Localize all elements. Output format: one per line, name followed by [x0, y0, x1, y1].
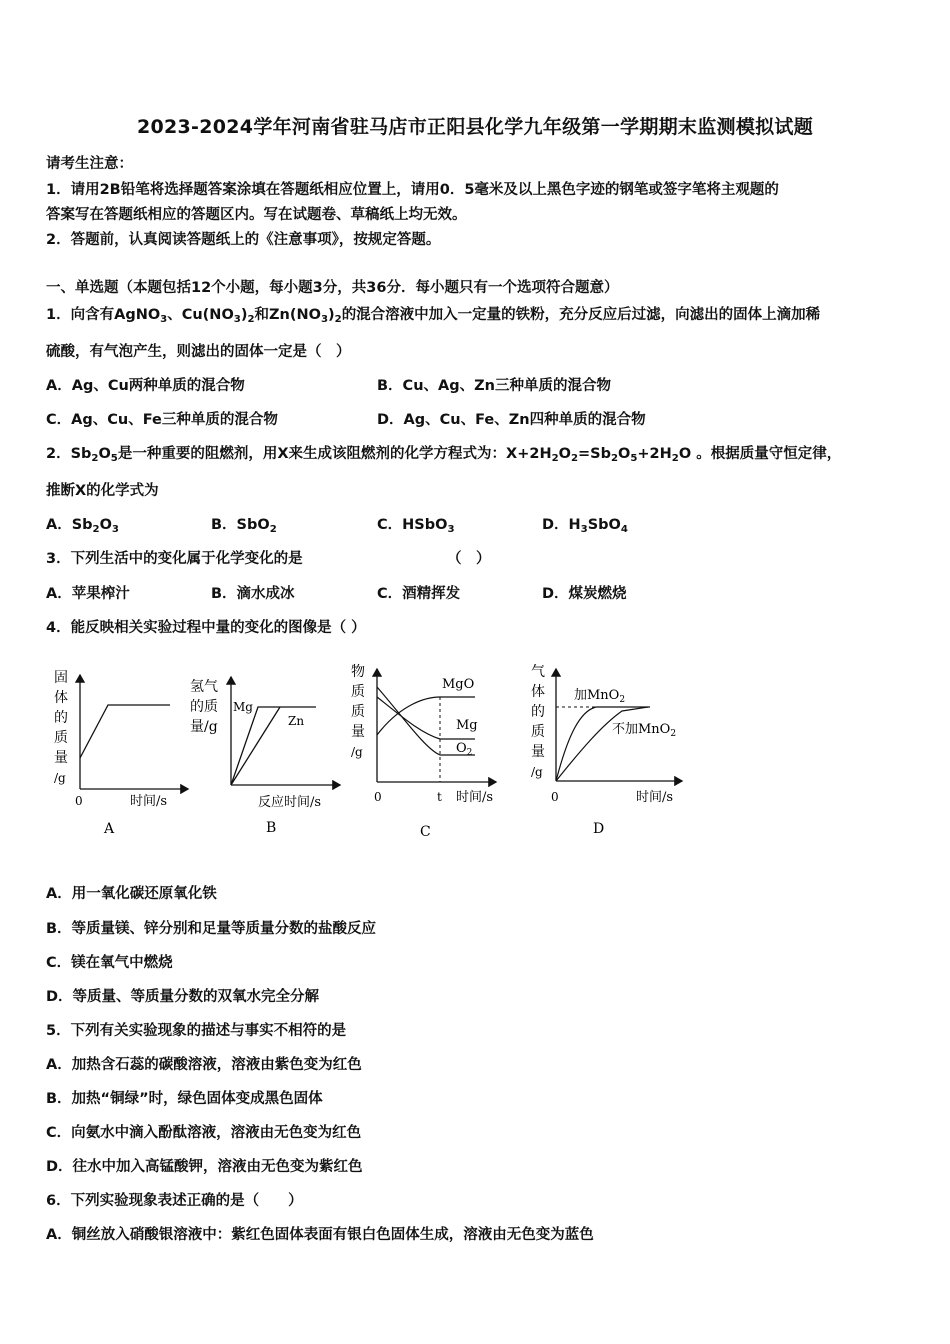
q2-stem: 2．$Sb_2O_5$是一种重要的阻燃剂，用X来生成该阻燃剂的化学方程式为：$X+2H_2O_2=Sb_2O_5+2H_2O$ 。根据质量守恒定律， — [46, 446, 842, 464]
q2-option-b: B．SbO$_2$ — [211, 517, 277, 535]
svg-text:量: 量 — [531, 744, 545, 760]
svg-text:质: 质 — [54, 730, 68, 746]
svg-text:体: 体 — [54, 690, 68, 706]
notice-line-2: 答案写在答题纸相应的答题区内。写在试题卷、草稿纸上均无效。 — [46, 207, 467, 223]
q3-option-a: A．苹果榨汁 — [46, 586, 130, 602]
graph-d — [531, 664, 682, 837]
q2-stem-cont: 推断X的化学式为 — [46, 483, 159, 499]
svg-text:量/g: 量/g — [190, 719, 218, 735]
svg-text:A: A — [104, 821, 115, 837]
svg-text:C: C — [420, 824, 431, 840]
svg-text:的: 的 — [54, 710, 68, 726]
svg-text:体: 体 — [531, 684, 545, 700]
q2-option-d: D．$H_3SbO_4$ — [542, 517, 628, 535]
svg-text:时间/s: 时间/s — [130, 794, 168, 809]
graph-a-curve — [80, 705, 170, 758]
svg-text:物: 物 — [351, 664, 365, 680]
q5-stem: 5．下列有关实验现象的描述与事实不相符的是 — [46, 1023, 347, 1039]
graph-a — [54, 670, 188, 837]
svg-text:质: 质 — [351, 704, 365, 720]
svg-text:Zn: Zn — [288, 714, 305, 728]
svg-text:MgO: MgO — [442, 677, 475, 692]
q5-option-c: C．向氨水中滴入酚酞溶液，溶液由无色变为红色 — [46, 1125, 362, 1141]
q6-option-a: A．铜丝放入硝酸银溶液中：紫红色固体表面有银白色固体生成，溶液由无色变为蓝色 — [46, 1227, 594, 1243]
section-heading: 一、单选题（本题包括12个小题，每小题3分，共36分．每小题只有一个选项符合题意） — [46, 280, 619, 296]
svg-text:固: 固 — [54, 670, 68, 686]
q4-option-a: A．用一氧化碳还原氧化铁 — [46, 886, 217, 902]
svg-text:的质: 的质 — [190, 699, 218, 715]
notice-line-3: 2．答题前，认真阅读答题纸上的《注意事项》，按规定答题。 — [46, 232, 441, 248]
q5-option-d: D．往水中加入高锰酸钾，溶液由无色变为紫红色 — [46, 1159, 363, 1175]
graph-b-zn-line — [231, 707, 280, 785]
q4-option-d: D．等质量、等质量分数的双氧水完全分解 — [46, 989, 320, 1005]
svg-text:氢气: 氢气 — [190, 679, 218, 695]
q5-option-b: B．加热“铜绿”时，绿色固体变成黑色固体 — [46, 1091, 323, 1107]
q1-option-c: C．Ag、Cu、Fe三种单质的混合物 — [46, 412, 278, 428]
svg-text:量: 量 — [351, 724, 365, 740]
svg-text:质: 质 — [531, 724, 545, 740]
q5-option-a: A．加热含石蕊的碳酸溶液，溶液由紫色变为红色 — [46, 1057, 362, 1073]
svg-text:的: 的 — [531, 704, 545, 720]
svg-text:反应时间/s: 反应时间/s — [258, 795, 322, 810]
q1-stem: 1．向含有AgNO$_3$、$Cu(NO_3)_2$和$Zn(NO_3)_2$的混合溶液中加入一定量的铁粉，充分反应后过滤，向滤出的固体上滴加稀 — [46, 307, 821, 325]
q4-option-b: B．等质量镁、锌分别和足量等质量分数的盐酸反应 — [46, 921, 377, 937]
svg-text:t: t — [437, 790, 442, 804]
svg-text:0: 0 — [374, 790, 382, 804]
graph-c — [351, 663, 496, 840]
graph-d-without-mno2-curve — [556, 707, 648, 781]
svg-text:D: D — [593, 821, 605, 837]
svg-text:O2: $O_2$ — [456, 741, 473, 758]
svg-text:Mg: Mg — [456, 718, 478, 733]
svg-text:/g: /g — [54, 771, 66, 785]
q1-option-b: B．Cu、Ag、Zn三种单质的混合物 — [377, 378, 611, 394]
svg-text:量: 量 — [54, 750, 68, 766]
q3-option-c: C．酒精挥发 — [377, 586, 461, 602]
q1-option-a: A．Ag、Cu两种单质的混合物 — [46, 378, 245, 394]
q1-stem-cont: 硫酸，有气泡产生，则滤出的固体一定是（ ） — [46, 344, 351, 360]
q6-stem: 6．下列实验现象表述正确的是（ ） — [46, 1193, 303, 1209]
q1-option-d: D．Ag、Cu、Fe、Zn四种单质的混合物 — [377, 412, 646, 428]
page-title: 2023-2024学年河南省驻马店市正阳县化学九年级第一学期期末监测模拟试题 — [136, 116, 814, 138]
q4-stem: 4．能反映相关实验过程中量的变化的图像是（ ） — [46, 620, 366, 636]
notice-heading: 请考生注意： — [46, 156, 133, 172]
q3-paren: （ ） — [447, 551, 491, 567]
svg-text:加MnO2: 加MnO$_2$ — [574, 688, 626, 705]
q2-option-a: A．$Sb_2O_3$ — [46, 517, 119, 535]
svg-text:时间/s: 时间/s — [456, 790, 494, 805]
svg-text:/g: /g — [531, 765, 543, 779]
svg-text:0: 0 — [551, 790, 559, 804]
graph-d-with-mno2-curve — [556, 707, 650, 781]
q2-option-c: C．HSbO$_3$ — [377, 517, 455, 535]
q4-option-c: C．镁在氧气中燃烧 — [46, 955, 173, 971]
notice-line-1: 1．请用2B铅笔将选择题答案涂填在答题纸相应位置上，请用0．5毫米及以上黑色字迹的钢笔或签字笔将主观题的 — [46, 182, 779, 198]
q3-stem: 3．下列生活中的变化属于化学变化的是 — [46, 551, 303, 567]
svg-text:气: 气 — [531, 664, 545, 680]
svg-text:/g: /g — [351, 745, 363, 759]
svg-text:不加MnO2: 不加MnO$_2$ — [612, 722, 677, 739]
graph-b — [190, 677, 340, 836]
svg-text:Mg: Mg — [233, 700, 253, 714]
q3-option-d: D．煤炭燃烧 — [542, 586, 627, 602]
svg-text:0: 0 — [75, 794, 83, 808]
q4-graphs — [40, 655, 700, 845]
svg-text:质: 质 — [351, 684, 365, 700]
q3-option-b: B．滴水成冰 — [211, 586, 295, 602]
svg-text:B: B — [266, 820, 277, 836]
svg-text:时间/s: 时间/s — [636, 790, 674, 805]
